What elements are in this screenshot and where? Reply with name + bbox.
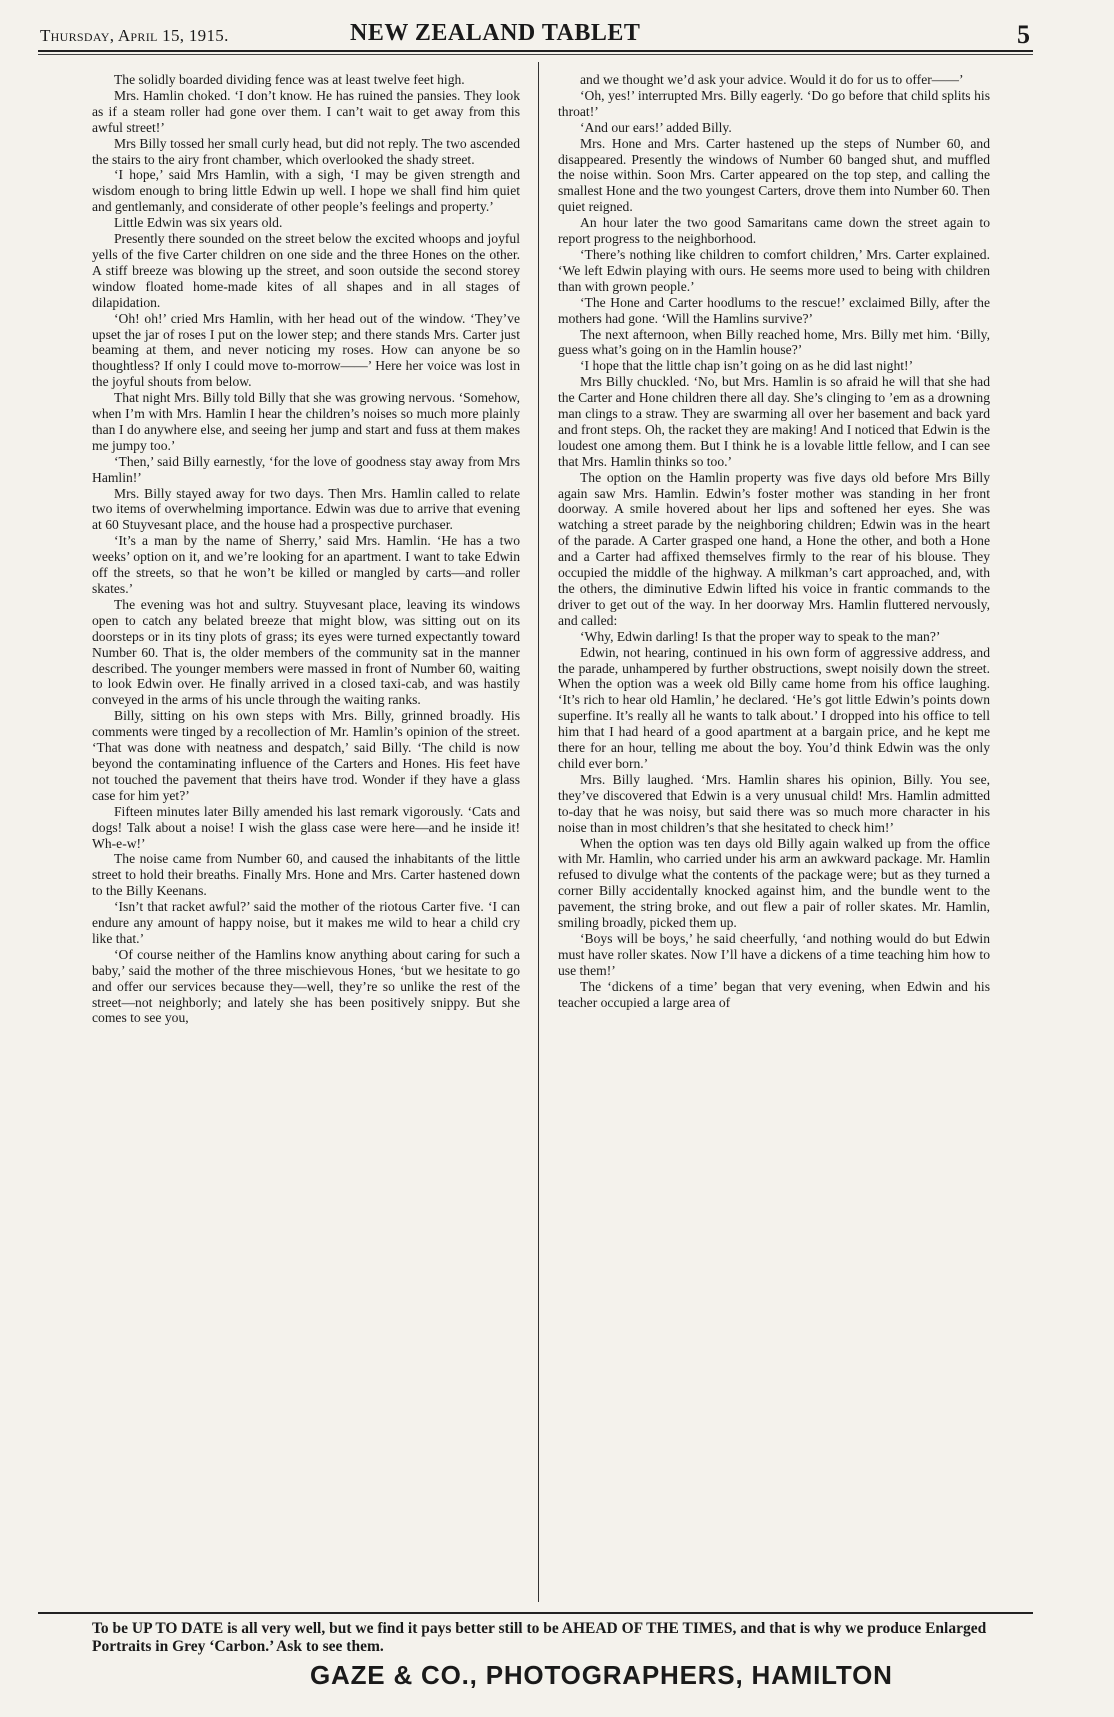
paragraph: ‘I hope that the little chap isn’t going on as he did last night!’ — [580, 358, 914, 374]
paragraph: ‘Why, Edwin darling! Is that the proper way to speak to the man?’ — [580, 628, 941, 644]
paragraph: ‘And our ears!’ added Billy. — [580, 119, 732, 135]
paragraph: The option on the Hamlin property was five days old before Mrs Billy again saw Mrs. Hamlin. Edwin’s foster mother was standing in her front doorway. A smile hovered about her lips and softened her eyes. She was watching a street parade by the neighboring children; Edwin was in the heart of the parade. A Carter grasped one hand, a Hone the other, and both a Hone and a Carter had affixed themselves firmly to the rear of his blouse. They occupied the middle of the highway. A milkman’s cart approached, and, with the others, the diminutive Edwin lifted his voice in frantic commands to the driver to get out of the way. In her doorway Mrs. Hamlin fluttered nervously, and called: — [558, 469, 990, 628]
paragraph: ‘Isn’t that racket awful?’ said the mother of the riotous Carter five. ‘I can endure any amount of happy noise, but it makes me wild to hear a child cry like that.’ — [92, 899, 520, 946]
paragraph: and we thought we’d ask your advice. Would it do for us to offer——’ — [580, 72, 964, 87]
paragraph: Edwin, not hearing, continued in his own form of aggressive address, and the parade, unhampered by further obstructions, swept noisily down the street. When the option was a week old Billy came home from his office laughing. ‘It’s rich to hear old Hamlin,’ he declared. ‘He’s got little Edwin’s points down superfine. It’s really all he wants to talk about.’ I dropped into his office to tell him that I had heard of a good apartment at a bargain price, and he kept me there for an hour, telling me about the boy. You’d think Edwin was the only child ever born.’ — [558, 644, 990, 771]
paragraph: Mrs. Hamlin choked. ‘I don’t know. He has ruined the pansies. They look as if a steam roller had gone over them. I can’t wait to get away from this awful street!’ — [92, 87, 520, 135]
paragraph: Fifteen minutes later Billy amended his last remark vigorously. ‘Cats and dogs! Talk about a noise! I wish the glass case were here—and he inside it! Wh-e-w!’ — [92, 803, 520, 851]
header-rule-thin — [38, 54, 1033, 55]
paragraph: Presently there sounded on the street below the excited whoops and joyful yells of the five Carter children on one side and the three Hones on the other. A stiff breeze was blowing up the street, and soon outside the second storey window floated home-made kites of all shapes and in all stages of dilapidation. — [92, 231, 520, 310]
paragraph: Billy, sitting on his own steps with Mrs. Billy, grinned broadly. His comments were tinged by a recollection of Mr. Hamlin’s opinion of the street. ‘That was done with neatness and despatch,’ said Billy. ‘The child is now beyond the contaminating influence of the Carters and Hones. His feet have not touched the pavement that theirs have trod. Wonder if they have a glass case for him yet?’ — [92, 708, 520, 803]
paragraph: The solidly boarded dividing fence was at least twelve feet high. — [114, 72, 465, 87]
header-rule — [38, 50, 1033, 52]
paragraph: ‘Boys will be boys,’ he said cheerfully, ‘and nothing would do but Edwin must have roller skates. Now I’ll have a dickens of a time teaching him how to use them!’ — [558, 930, 990, 978]
paragraph: The next afternoon, when Billy reached home, Mrs. Billy met him. ‘Billy, guess what’s going on in the Hamlin house?’ — [558, 326, 990, 358]
page-header — [40, 18, 1030, 52]
paragraph: The evening was hot and sultry. Stuyvesant place, leaving its windows open to catch any belated breeze that might blow, was sitting out on its doorsteps or in its tiny plots of grass; its eyes were turned expectantly toward Number 60. That is, the older members of the community sat in the manner described. The younger members were massed in front of Number 60, waiting to look Edwin over. He finally arrived in a closed taxi-cab, and was hastily conveyed in the arms of his uncle through the waiting ranks. — [92, 596, 520, 708]
paragraph: ‘Oh, yes!’ interrupted Mrs. Billy eagerly. ‘Do go before that child splits his throat!’ — [558, 87, 990, 119]
paragraph: That night Mrs. Billy told Billy that she was growing nervous. ‘Somehow, when I’m with Mrs. Hamlin I hear the children’s noises so much more plainly than I do anywhere else, and seeing her jump and start and fuss at them makes me jumpy too.’ — [92, 390, 520, 453]
paragraph: Mrs Billy tossed her small curly head, but did not reply. The two ascended the stairs to the airy front chamber, which overlooked the shady street. — [92, 135, 520, 167]
newspaper-title: NEW ZEALAND TABLET — [350, 20, 641, 46]
paragraph: Mrs. Hone and Mrs. Carter hastened up the steps of Number 60, and disappeared. Presently the windows of Number 60 banged shut, and muffled the noise within. Soon Mrs. Carter appeared on the top step, and calling the smallest Hone and the two youngest Carters, drove them into Number 60. Then quiet reigned. — [558, 135, 990, 215]
paragraph: ‘I hope,’ said Mrs Hamlin, with a sigh, ‘I may be given strength and wisdom enough to bring little Edwin up well. I hope we shall find him quiet and gentlemanly, and considerate of other people’s feelings and property.’ — [92, 167, 520, 215]
paragraph: ‘Oh! oh!’ cried Mrs Hamlin, with her head out of the window. ‘They’ve upset the jar of roses I put on the lower step; and there stands Mrs. Carter just beaming at them, and never noticing my roses. How can anyone be so thoughtless? If only I could move to-morrow——’ Here her voice was lost in the joyful shouts from below. — [92, 310, 520, 390]
page-number: 5 — [1017, 20, 1030, 49]
column-divider — [538, 62, 539, 1602]
paragraph: ‘Then,’ said Billy earnestly, ‘for the love of goodness stay away from Mrs Hamlin!’ — [92, 453, 520, 485]
paragraph: Mrs Billy chuckled. ‘No, but Mrs. Hamlin is so afraid he will that she had the Carter and Hone children there all day. She’s clinging to ’em as a drowning man clings to a straw. They are swarming all over her basement and back yard and front steps. Oh, the racket they are making! And I noticed that Edwin is the loudest one among them. But I think he is a lovable little fellow, and I can see that Mrs. Hamlin thinks so too.’ — [558, 374, 990, 469]
paragraph: ‘Of course neither of the Hamlins know anything about caring for such a baby,’ said the mother of the three mischievous Hones, ‘but we hesitate to go and offer our services because they—well, they’re so unlike the rest of the street—not neighborly; and lately she has been positively snippy. But she comes to see you, — [92, 946, 520, 1026]
paragraph: The noise came from Number 60, and caused the inhabitants of the little street to hold their breaths. Finally Mrs. Hone and Mrs. Carter hastened down to the Billy Keenans. — [92, 851, 520, 899]
advertisement-text: To be UP TO DATE is all very well, but we find it pays better still to be AHEAD OF THE TIMES, and that is why we produce Enlarged Portraits in Grey ‘Carbon.’ Ask to see them. — [92, 1620, 987, 1655]
issue-date: Thursday, April 15, 1915. — [40, 26, 229, 45]
paragraph: An hour later the two good Samaritans came down the street again to report progress to the neighborhood. — [558, 215, 990, 247]
paragraph: When the option was ten days old Billy again walked up from the office with Mr. Hamlin, who carried under his arm an awkward package. Mr. Hamlin refused to divulge what the contents of the package were; but as they turned a corner Billy accidentally knocked against him, and the bundle went to the pavement, the string broke, and out flew a pair of roller skates. Mr. Hamlin, smiling broadly, picked them up. — [558, 835, 990, 931]
advertisement-rule — [38, 1612, 1033, 1614]
paragraph: Little Edwin was six years old. — [114, 215, 283, 231]
advertisement-firm: GAZE & CO., PHOTOGRAPHERS, HAMILTON — [310, 1660, 893, 1690]
right-column — [558, 72, 990, 1010]
paragraph: ‘There’s nothing like children to comfort children,’ Mrs. Carter explained. ‘We left Edwin playing with ours. He seems more used to being with children than with grown people.’ — [558, 246, 990, 294]
paragraph: The ‘dickens of a time’ began that very evening, when Edwin and his teacher occupied a large area of — [558, 978, 990, 1010]
paragraph: ‘It’s a man by the name of Sherry,’ said Mrs. Hamlin. ‘He has a two weeks’ option on it, and we’re looking for an apartment. I want to take Edwin off the streets, so that he won’t be killed or mangled by carts—and roller skates.’ — [92, 533, 520, 596]
paragraph: ‘The Hone and Carter hoodlums to the rescue!’ exclaimed Billy, after the mothers had gone. ‘Will the Hamlins survive?’ — [558, 294, 990, 326]
paragraph: Mrs. Billy stayed away for two days. Then Mrs. Hamlin called to relate two items of overwhelming importance. Edwin was due to arrive that evening at 60 Stuyvesant place, and the house had a prospective purchaser. — [92, 485, 520, 533]
left-column — [92, 72, 520, 1026]
paragraph: Mrs. Billy laughed. ‘Mrs. Hamlin shares his opinion, Billy. You see, they’ve discovered that Edwin is a very unusual child! Mrs. Hamlin admitted to-day that he was noisy, but said there was so much more character in his noise than in most children’s that she hesitated to check him!’ — [558, 771, 990, 835]
